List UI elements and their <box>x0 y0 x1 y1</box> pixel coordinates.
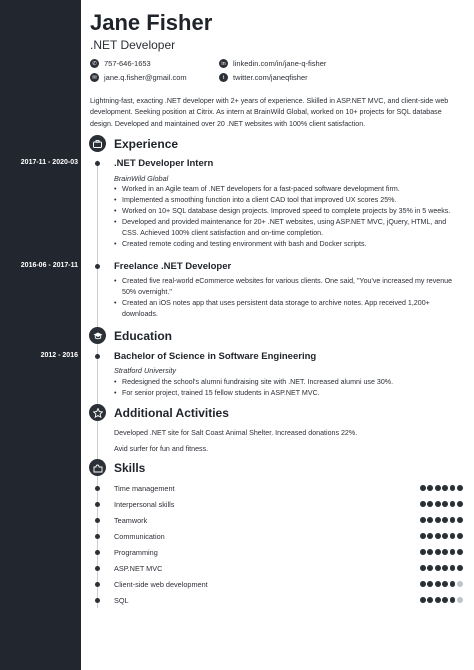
skill-name: Time management <box>114 484 175 493</box>
rating-dot-filled <box>442 581 448 587</box>
skill-name: Interpersonal skills <box>114 500 175 509</box>
summary-paragraph <box>90 96 460 130</box>
rating-dot-filled <box>435 533 441 539</box>
degree-title: Bachelor of Science in Software Engineering <box>114 351 317 362</box>
briefcase-icon <box>89 135 106 152</box>
rating-dot-filled <box>420 581 426 587</box>
timeline-dot <box>95 502 100 507</box>
rating-dot-filled <box>427 485 433 491</box>
star-icon <box>89 404 106 421</box>
timeline-dot <box>95 161 100 166</box>
rating-dot-filled <box>435 501 441 507</box>
rating-dot-filled <box>450 581 456 587</box>
rating-dot-filled <box>442 517 448 523</box>
rating-dot-filled <box>435 485 441 491</box>
job-title: .NET Developer Intern <box>114 158 214 169</box>
timeline-dot <box>95 598 100 603</box>
rating-dot-filled <box>450 597 456 603</box>
job-organization: BrainWild Global <box>114 174 169 183</box>
timeline-dot <box>95 518 100 523</box>
timeline-dot <box>95 264 100 269</box>
rating-dot-filled <box>420 565 426 571</box>
summary-line: Lightning-fast, exacting .NET developer with 2+ years of experience. Skilled in ASP.NET MVC, and client-side web <box>90 97 449 105</box>
rating-dot-filled <box>457 485 463 491</box>
rating-dot-filled <box>450 565 456 571</box>
list-item: • Implemented a smoothing function into a client CAD tool that improved UX scores 25%. <box>114 195 460 206</box>
list-item: • Worked in an Agile team of .NET developers for a fast-paced software development firm. <box>114 184 460 195</box>
rating-dot-filled <box>450 549 456 555</box>
job-date: 2016-06 - 2017-11 <box>20 262 78 269</box>
timeline-dot <box>95 566 100 571</box>
linkedin-text[interactable]: linkedin.com/in/jane-q-fisher <box>233 59 327 68</box>
contact-twitter[interactable] <box>219 73 308 82</box>
contact-phone <box>90 59 151 68</box>
education-bullets <box>114 377 460 399</box>
rating-dot-filled <box>450 533 456 539</box>
puzzle-icon <box>89 459 106 476</box>
phone-text: 757-646-1653 <box>104 59 151 68</box>
skill-rating <box>420 501 463 507</box>
skill-name: Communication <box>114 532 165 541</box>
twitter-text[interactable]: twitter.com/janeqfisher <box>233 73 308 82</box>
rating-dot-filled <box>457 533 463 539</box>
skill-rating <box>420 517 463 523</box>
contact-email[interactable] <box>90 73 187 82</box>
skill-rating <box>420 485 463 491</box>
timeline-dot <box>95 534 100 539</box>
skill-name: Client-side web development <box>114 580 208 589</box>
activity-item: Avid surfer for fun and fitness. <box>114 445 209 453</box>
timeline-line <box>97 160 98 608</box>
rating-dot-filled <box>427 581 433 587</box>
skill-name: SQL <box>114 596 129 605</box>
rating-dot-filled <box>457 565 463 571</box>
summary-line: development. Seeking position at Citrix. As intern at BrainWild Global, worked on 10+ projects for SQL database <box>90 108 442 117</box>
list-item: • Created an iOS notes app that uses persistent data storage to archive notes. App received 1,200+ <box>114 298 460 309</box>
rating-dot-filled <box>420 517 426 523</box>
rating-dot-filled <box>420 485 426 491</box>
skill-name: Teamwork <box>114 516 148 525</box>
rating-dot-filled <box>435 581 441 587</box>
list-item: • Developed and provided maintenance for 20+ .NET websites, using ASP.NET MVC, jQuery, HTML, and <box>114 217 460 228</box>
phone-icon: ✆ <box>90 59 99 68</box>
rating-dot-filled <box>457 549 463 555</box>
rating-dot-filled <box>435 517 441 523</box>
rating-dot-filled <box>427 549 433 555</box>
contact-linkedin[interactable] <box>219 59 326 68</box>
rating-dot-filled <box>450 517 456 523</box>
list-item-continuation: CSS. Achieved 100% client satisfaction and on-time completion. <box>122 228 324 237</box>
rating-dot-filled <box>442 565 448 571</box>
rating-dot-filled <box>420 549 426 555</box>
job-date: 2017-11 - 2020-03 <box>20 159 78 166</box>
job-bullets <box>114 184 460 249</box>
education-date: 2012 - 2016 <box>40 352 78 359</box>
rating-dot-filled <box>442 549 448 555</box>
rating-dot-filled <box>442 533 448 539</box>
skill-name: ASP.NET MVC <box>114 564 163 573</box>
list-item-continuation: 50% overnight." <box>122 287 172 296</box>
rating-dot-filled <box>427 517 433 523</box>
rating-dot-filled <box>457 517 463 523</box>
summary-line: design. Developed and maintained over 20 .NET websites with 100% client satisfaction. <box>90 119 366 128</box>
timeline-dot <box>95 486 100 491</box>
rating-dot-filled <box>420 533 426 539</box>
job-title: Freelance .NET Developer <box>114 261 232 272</box>
rating-dot-filled <box>427 597 433 603</box>
list-item: • Created five real-world eCommerce websites for various clients. One said, "You've increased my revenue <box>114 276 460 287</box>
skill-rating <box>420 597 463 603</box>
skill-rating <box>420 533 463 539</box>
list-item: • Worked on 10+ SQL database design projects. Improved speed to complete projects by 35% in 5 weeks. <box>114 206 460 217</box>
graduation-cap-icon <box>89 327 106 344</box>
list-item: • Created remote coding and testing environment with bash and Docker scripts. <box>114 239 460 250</box>
rating-dot-filled <box>420 597 426 603</box>
rating-dot-filled <box>427 565 433 571</box>
twitter-icon: t <box>219 73 228 82</box>
linkedin-icon: in <box>219 59 228 68</box>
rating-dot-empty <box>457 581 463 587</box>
section-title-skills: Skills <box>114 461 146 475</box>
section-title-experience: Experience <box>114 137 179 151</box>
activity-item: Developed .NET site for Salt Coast Animal Shelter. Increased donations 22%. <box>114 429 358 437</box>
timeline-dot <box>95 354 100 359</box>
skill-rating <box>420 565 463 571</box>
section-title-education: Education <box>114 329 173 343</box>
timeline-dot <box>95 582 100 587</box>
rating-dot-filled <box>427 533 433 539</box>
rating-dot-filled <box>442 597 448 603</box>
skill-name: Programming <box>114 548 158 557</box>
email-icon: ✉ <box>90 73 99 82</box>
list-item: • For senior project, trained 15 fellow students in ASP.NET MVC. <box>114 388 460 399</box>
job-bullets <box>114 276 460 320</box>
rating-dot-filled <box>435 597 441 603</box>
rating-dot-filled <box>457 501 463 507</box>
section-title-activities: Additional Activities <box>114 406 229 420</box>
rating-dot-filled <box>450 501 456 507</box>
list-item: • Redesigned the school's alumni fundraising site with .NET. Increased alumni use 30%. <box>114 377 460 388</box>
rating-dot-empty <box>457 597 463 603</box>
list-item-continuation: downloads. <box>122 309 158 318</box>
rating-dot-filled <box>442 485 448 491</box>
email-text[interactable]: jane.q.fisher@gmail.com <box>104 73 187 82</box>
rating-dot-filled <box>442 501 448 507</box>
rating-dot-filled <box>420 501 426 507</box>
left-sidebar <box>0 0 81 670</box>
rating-dot-filled <box>427 501 433 507</box>
school-name: Stratford University <box>114 366 177 375</box>
rating-dot-filled <box>435 565 441 571</box>
job-title-header: .NET Developer <box>90 38 176 52</box>
timeline-dot <box>95 550 100 555</box>
candidate-name: Jane Fisher <box>90 10 213 35</box>
skill-rating <box>420 581 463 587</box>
rating-dot-filled <box>450 485 456 491</box>
rating-dot-filled <box>435 549 441 555</box>
skill-rating <box>420 549 463 555</box>
